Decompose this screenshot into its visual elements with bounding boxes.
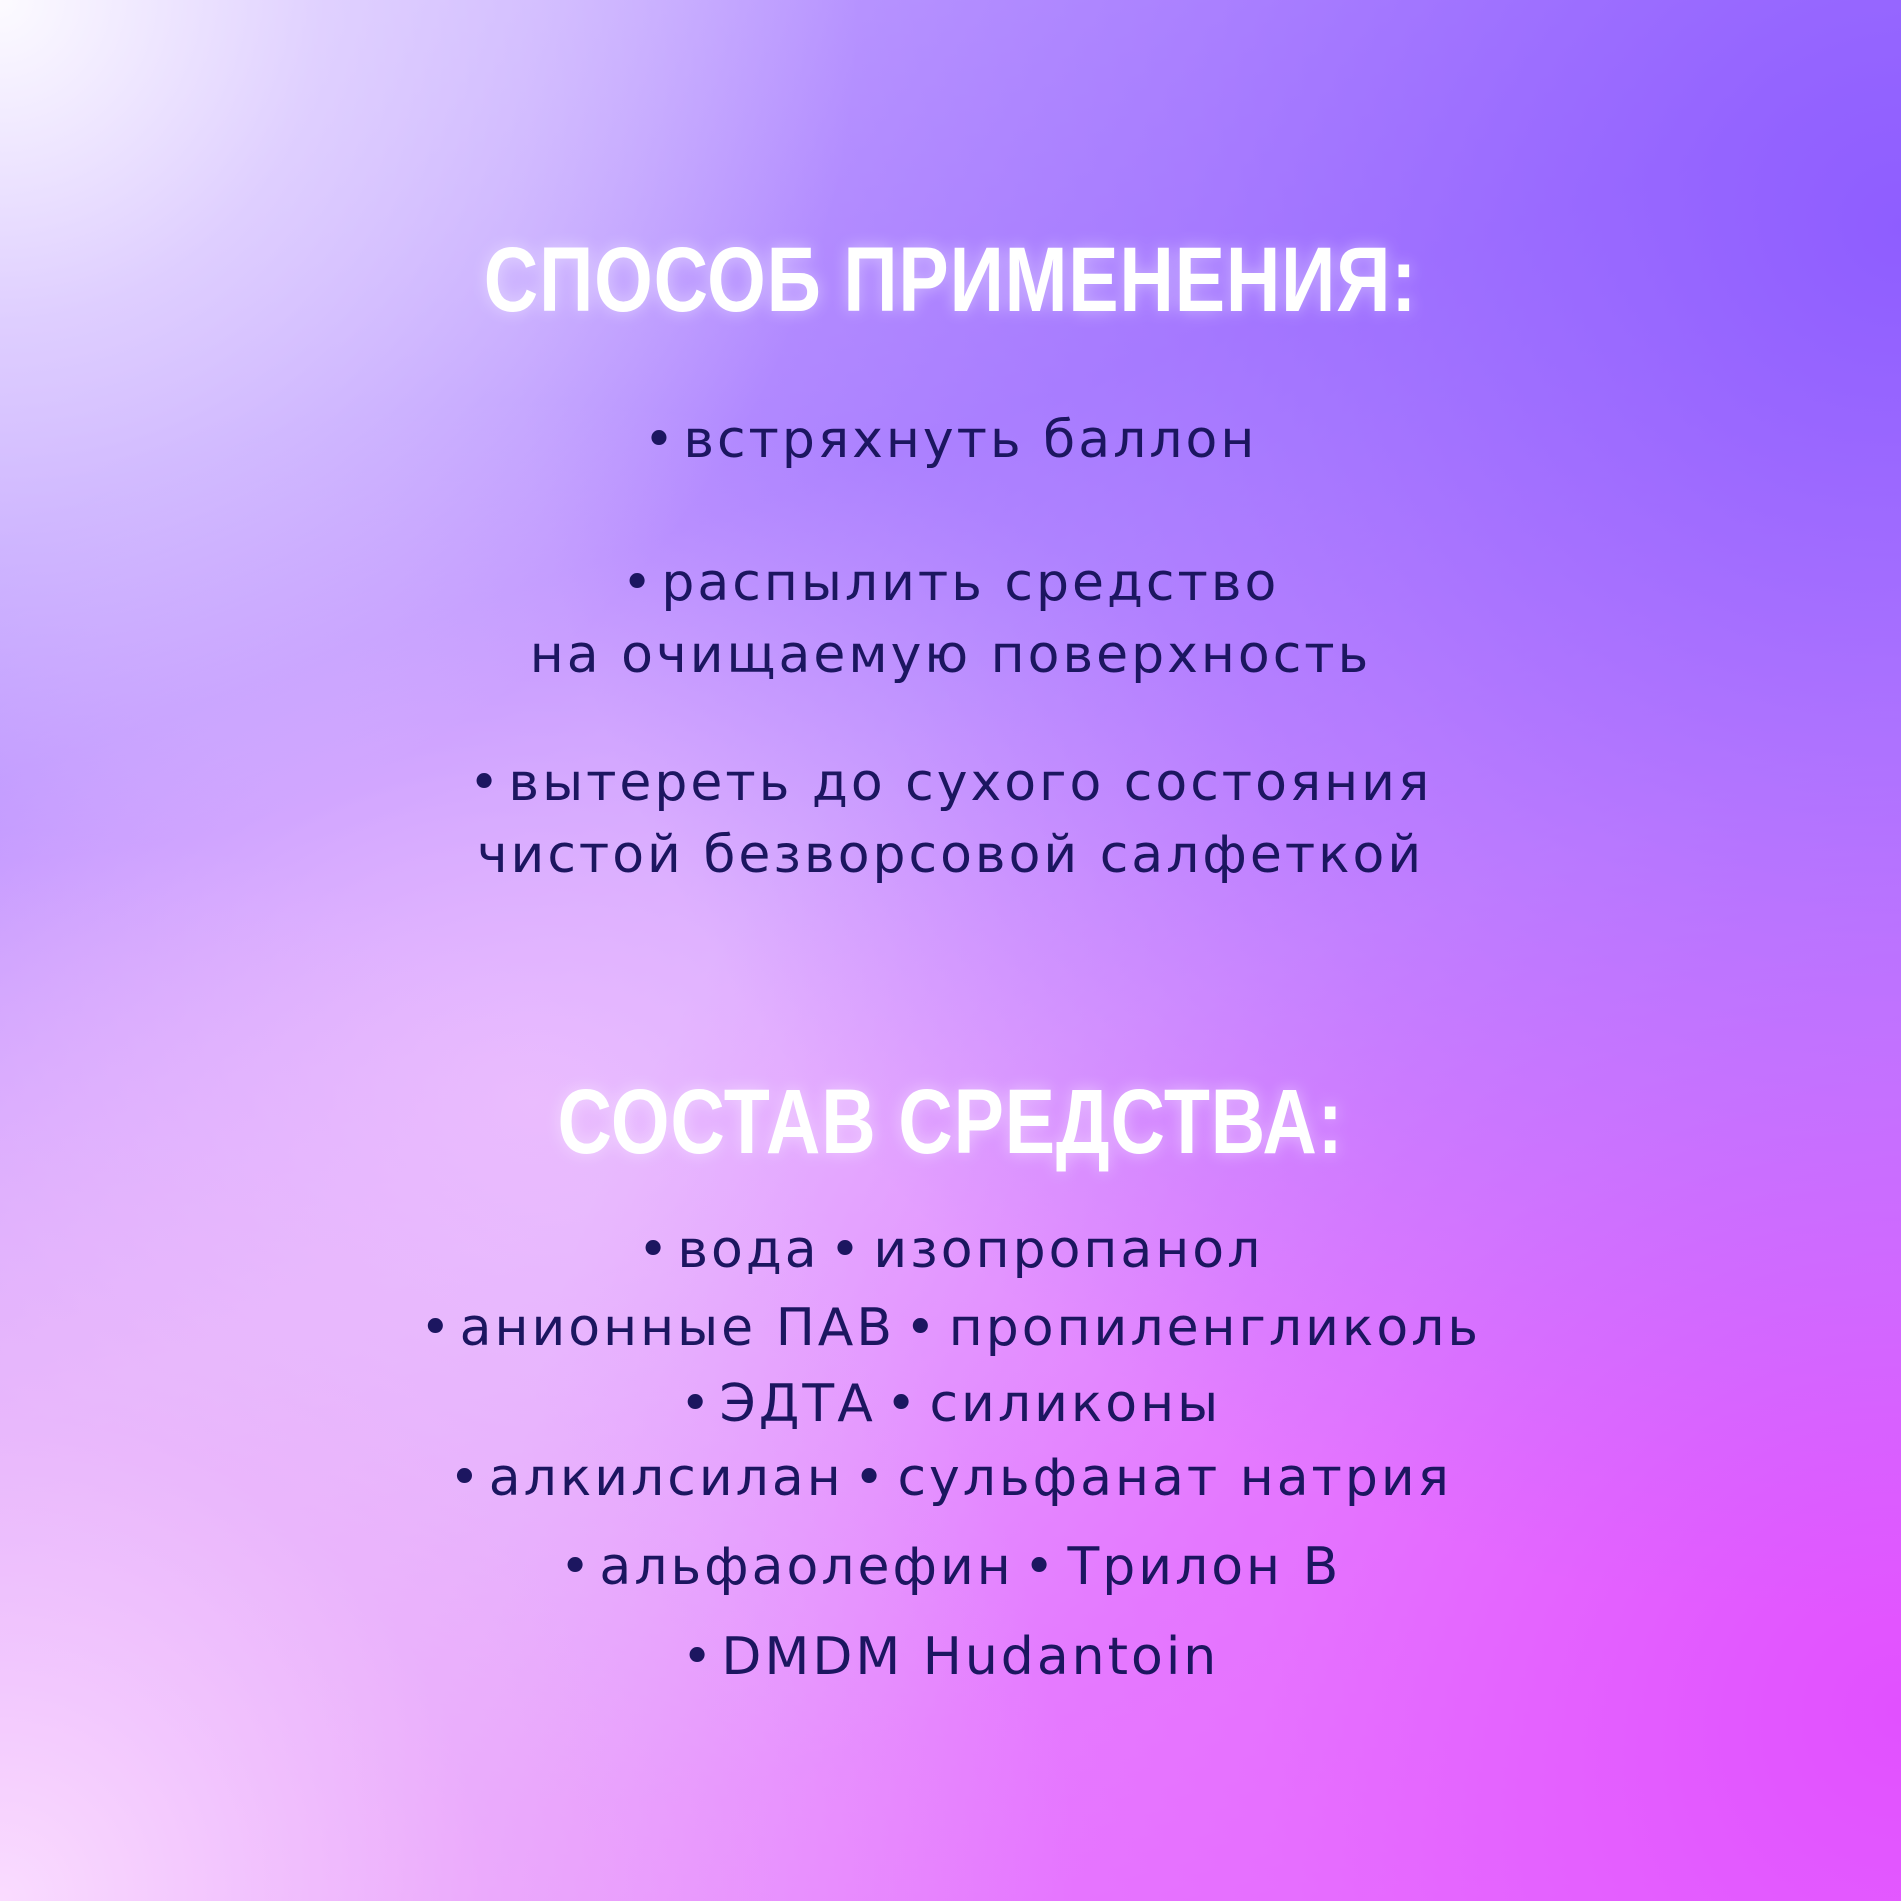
bullet-icon: • <box>679 1374 714 1434</box>
bullet-icon: • <box>643 410 678 470</box>
composition-row-6 <box>0 1627 1901 1687</box>
usage-title: СПОСОБ ПРИМЕНЕНИЯ: <box>483 229 1418 331</box>
ingredient: анионные ПАВ <box>459 1298 896 1358</box>
bullet-icon: • <box>905 1298 939 1358</box>
bullet-icon: • <box>829 1220 864 1280</box>
ingredient: сульфанат натрия <box>897 1448 1452 1508</box>
composition-title: СОСТАВ СРЕДСТВА: <box>557 1071 1344 1173</box>
bullet-icon: • <box>885 1374 920 1434</box>
bullet-icon: • <box>449 1448 483 1508</box>
ingredient: изопропанол <box>873 1220 1264 1280</box>
ingredient: пропиленгликоль <box>948 1298 1482 1358</box>
bullet-icon: • <box>468 753 503 813</box>
bullet-icon: • <box>419 1298 454 1358</box>
ingredient: DMDM Hudantoin <box>721 1627 1220 1687</box>
ingredient: вода <box>677 1220 820 1280</box>
composition-row-2 <box>0 1298 1901 1358</box>
usage-step-2-line-2: на очищаемую поверхность <box>529 625 1372 685</box>
bullet-icon: • <box>681 1627 716 1687</box>
usage-step-1-line-1: встряхнуть баллон <box>683 410 1258 470</box>
composition-row-4 <box>0 1448 1901 1508</box>
ingredient: Трилон В <box>1067 1537 1342 1597</box>
bullet-icon: • <box>559 1537 594 1597</box>
ingredient: алкилсилан <box>488 1448 844 1508</box>
ingredient: ЭДТА <box>719 1374 876 1434</box>
usage-step-3 <box>0 753 1901 813</box>
bullet-icon: • <box>1023 1537 1058 1597</box>
bullet-icon: • <box>637 1220 672 1280</box>
composition-row-1 <box>0 1220 1901 1280</box>
bullet-icon: • <box>621 553 656 613</box>
usage-step-3-line-1: вытереть до сухого состояния <box>508 753 1433 813</box>
usage-step-2 <box>0 553 1901 613</box>
ingredient: альфаолефин <box>599 1537 1014 1597</box>
bullet-icon: • <box>853 1448 888 1508</box>
usage-step-2-line-1: распылить средство <box>661 553 1280 613</box>
composition-row-5 <box>0 1537 1901 1597</box>
usage-step-1 <box>0 410 1901 470</box>
usage-step-3-line-2: чистой безворсовой салфеткой <box>476 825 1425 885</box>
ingredient: силиконы <box>929 1374 1222 1434</box>
composition-row-3 <box>0 1374 1901 1434</box>
